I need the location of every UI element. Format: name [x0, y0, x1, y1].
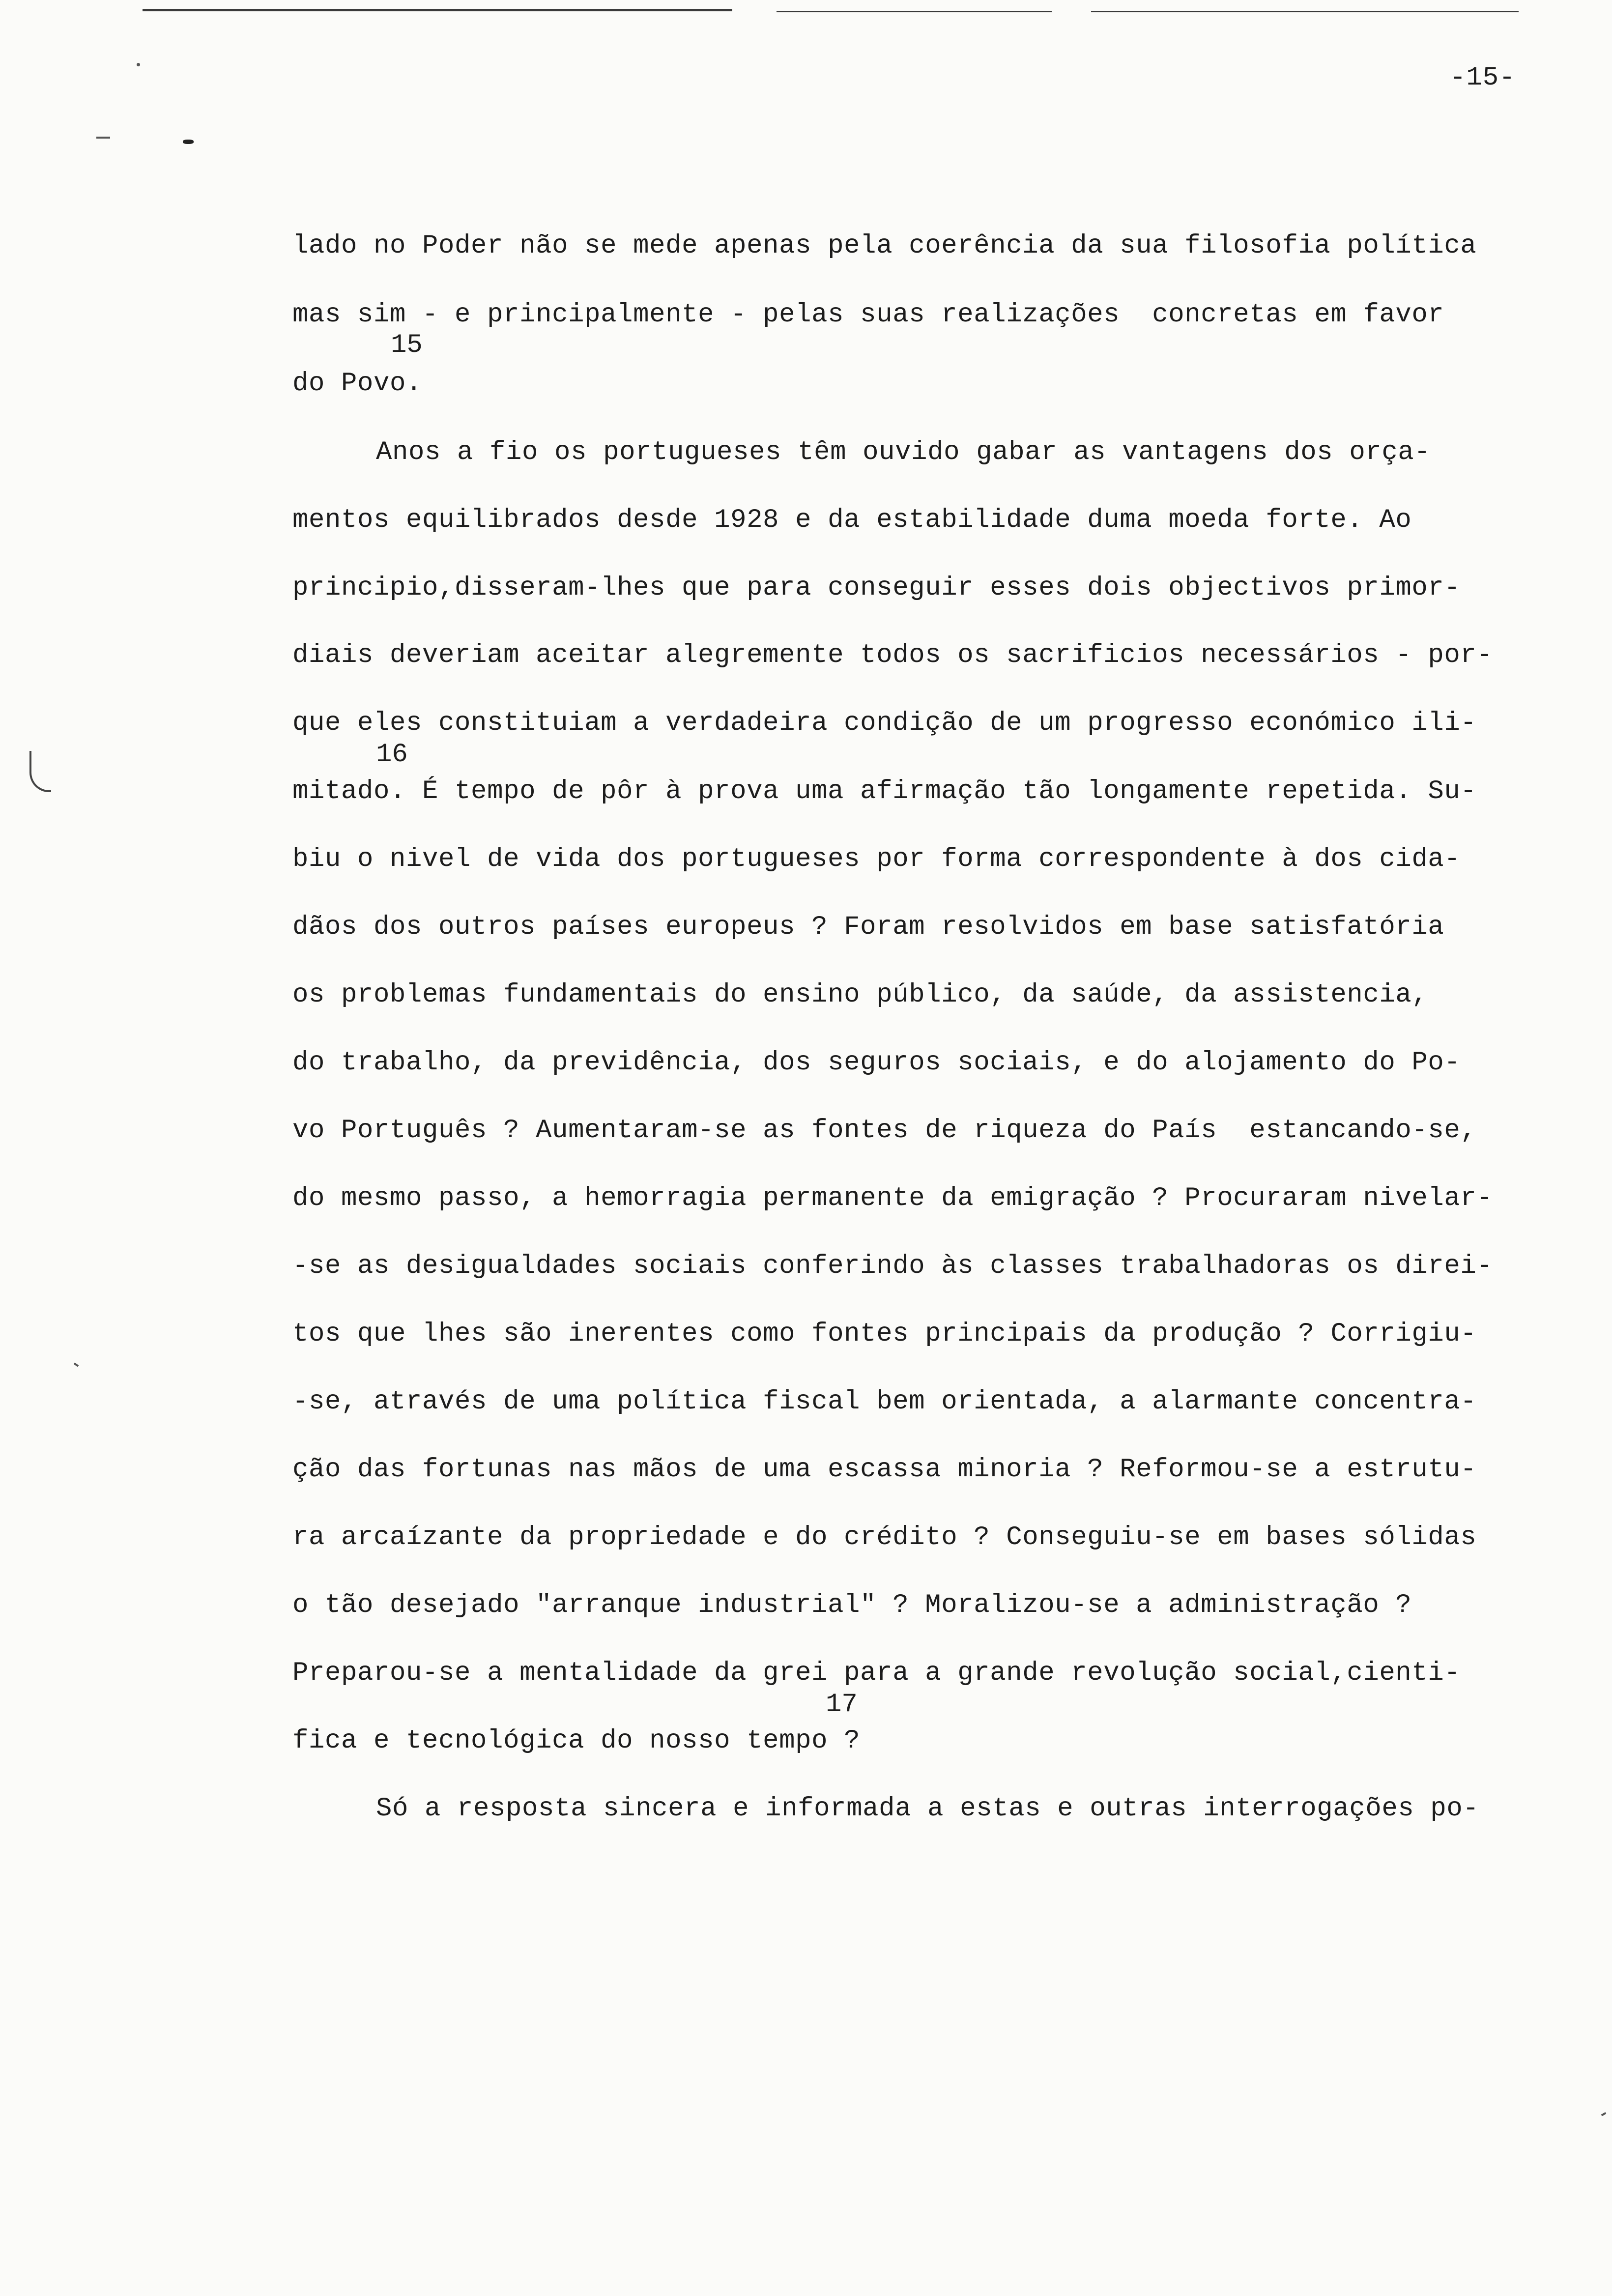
text-line-22: Preparou-se a mentalidade da grei para a grande revolução social,cienti- — [292, 1658, 1461, 1688]
text-line-3: do Povo. — [292, 369, 423, 399]
text-line-23: fica e tecnológica do nosso tempo ? — [292, 1726, 861, 1756]
top-rule-right — [1091, 11, 1519, 12]
footnote-ref-15: 15 — [391, 330, 423, 360]
scan-speck — [137, 63, 140, 66]
text-line-9: mitado. É tempo de pôr à prova uma afirmação tão longamente repetida. Su- — [292, 776, 1477, 806]
text-line-4: Anos a fio os portugueses têm ouvido gabar as vantagens dos orça- — [376, 437, 1431, 467]
scan-speck — [1601, 2112, 1607, 2116]
text-line-18: -se, através de uma política fiscal bem orientada, a alarmante concentra- — [292, 1387, 1477, 1417]
text-line-12: os problemas fundamentais do ensino público, da saúde, da assistencia, — [292, 980, 1428, 1010]
text-line-5: mentos equilibrados desde 1928 e da estabilidade duma moeda forte. Ao — [292, 505, 1412, 535]
text-line-11: dãos dos outros países europeus ? Foram resolvidos em base satisfatória — [292, 912, 1444, 942]
text-line-19: ção das fortunas nas mãos de uma escassa minoria ? Reformou-se a estrutu- — [292, 1455, 1477, 1485]
text-line-21: o tão desejado "arranque industrial" ? Moralizou-se a administração ? — [292, 1590, 1412, 1620]
text-line-24: Só a resposta sincera e informada a estas e outras interrogações po- — [376, 1794, 1479, 1824]
text-line-8: que eles constituiam a verdadeira condição de um progresso económico ili- — [292, 708, 1477, 738]
text-line-10: biu o nivel de vida dos portugueses por forma correspondente à dos cida- — [292, 844, 1461, 874]
top-rule-left — [143, 9, 732, 11]
text-line-1: lado no Poder não se mede apenas pela coerência da sua filosofia política — [292, 231, 1477, 261]
scan-speck — [74, 1362, 79, 1367]
text-line-16: -se as desigualdades sociais conferindo às classes trabalhadoras os direi- — [292, 1251, 1493, 1281]
text-line-2: mas sim - e principalmente - pelas suas realizações concretas em favor — [292, 300, 1444, 330]
footnote-ref-16: 16 — [376, 740, 408, 770]
text-line-7: diais deveriam aceitar alegremente todos os sacrificios necessários - por- — [292, 640, 1493, 670]
text-line-6: principio,disseram-lhes que para conseguir esses dois objectivos primor- — [292, 573, 1461, 603]
text-line-17: tos que lhes são inerentes como fontes principais da produção ? Corrigiu- — [292, 1319, 1477, 1349]
text-line-13: do trabalho, da previdência, dos seguros sociais, e do alojamento do Po- — [292, 1048, 1461, 1078]
scan-speck — [29, 751, 51, 792]
page-number: -15- — [1450, 63, 1516, 93]
text-line-14: vo Português ? Aumentaram-se as fontes de riqueza do País estancando-se, — [292, 1116, 1477, 1146]
top-rule-middle — [777, 11, 1052, 12]
footnote-ref-17: 17 — [826, 1690, 858, 1720]
scan-speck — [96, 137, 110, 139]
text-line-20: ra arcaízante da propriedade e do crédito ? Conseguiu-se em bases sólidas — [292, 1522, 1477, 1552]
text-line-15: do mesmo passo, a hemorragia permanente da emigração ? Procuraram nivelar- — [292, 1183, 1493, 1213]
scan-speck — [183, 140, 194, 144]
